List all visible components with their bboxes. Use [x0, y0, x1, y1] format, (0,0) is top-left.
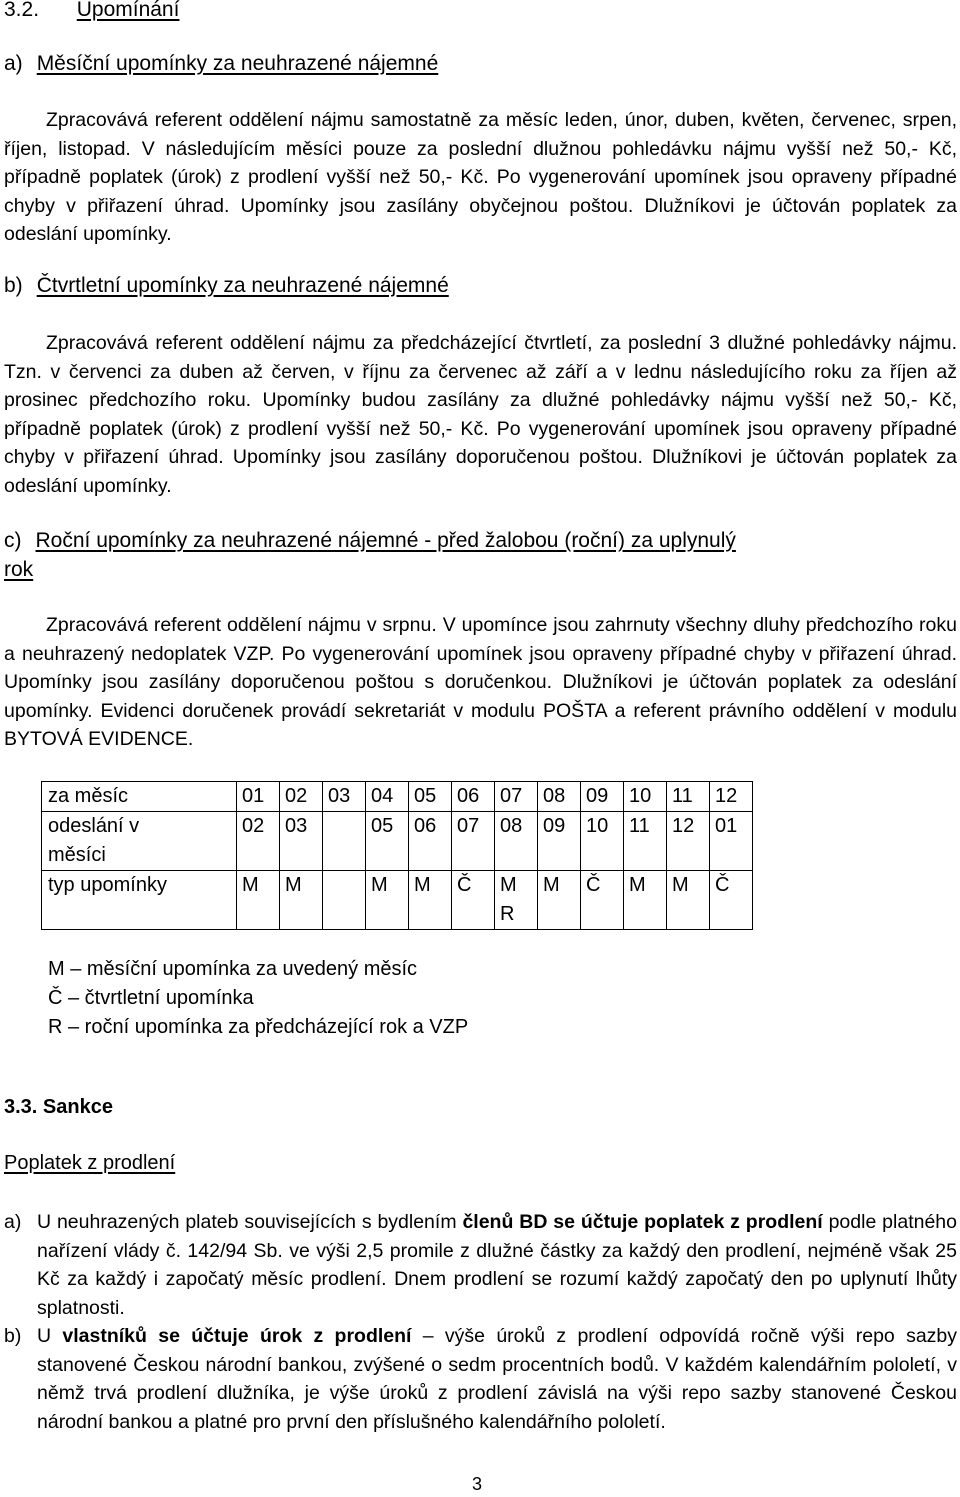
poplatek-heading-text: Poplatek z prodlení [4, 1152, 176, 1174]
row-label-line1 [48, 812, 232, 841]
subheading-c-title-line1: Roční upomínky za neuhrazené nájemné - před žalobou (roční) za uplynulý [35, 529, 736, 552]
table-cell: M [624, 871, 667, 930]
list-item-marker: b) [4, 1325, 22, 1347]
paragraph-c-text: Zpracovává referent oddělení nájmu v srpnu. V upomínce jsou zahrnuty všechny dluhy předchozího roku a neuhrazený nedoplatek VZP. Po vygenerování upomínek jsou opraveny případné chyby v přiřazení úhrad. Upomínky jsou zasílány doporučenou poštou s doručenkou. Dlužníkovi je účtován poplatek za odeslání upomínky. Evidenci doručenek provádí sekretariát v modulu POŠTA a referent právního oddělení v modulu BYTOVÁ EVIDENCE. [4, 614, 957, 750]
table-cell-line1: M [500, 874, 517, 896]
paragraph-b-text: Zpracovává referent oddělení nájmu za předcházející čtvrtletí, za poslední 3 dlužné pohledávky nájmu. Tzn. v červenci za duben až červen, v říjnu za červenec až září a v lednu následujícího roku za říjen až prosinec předchozího roku. Upomínky budou zasílány za dlužné pohledávky nájmu vyšší než 50,- Kč, případně poplatek (úrok) z prodlení vyšší než 50,- Kč. Po vygenerování upomínek jsou opraveny případné chyby v přiřazení úhrad. Upomínky jsou zasílány doporučenou poštou. Dlužníkovi je účtován poplatek za odeslání upomínky. [4, 332, 957, 497]
paragraph-c [4, 611, 957, 754]
table-cell: M [280, 871, 323, 930]
subheading-a [4, 52, 438, 76]
list-item-bold: vlastníků se účtuje úrok z prodlení [62, 1325, 412, 1347]
paragraph-a-text: Zpracovává referent oddělení nájmu samostatně za měsíc leden, únor, duben, květen, červenec, srpen, říjen, listopad. V následujícím měsíci pouze za poslední dlužnou pohledávku nájmu vyšší než 50,- Kč, případně poplatek (úrok) z prodlení vyšší než 50,- Kč. Po vygenerování upomínek jsou opraveny případné chyby v přiřazení úhrad. Upomínky jsou zasílány obyčejnou poštou. Dlužníkovi je účtován poplatek za odeslání upomínky. [4, 109, 957, 245]
list-item-marker: a) [4, 1211, 22, 1233]
section-title: Sankce [42, 1096, 113, 1118]
table-cell: 03 [280, 812, 323, 871]
section-heading-upominani [4, 0, 179, 22]
table-cell: Č [581, 871, 624, 930]
table-cell: 01 [710, 812, 753, 871]
paragraph-b [4, 329, 957, 500]
list-item-text: U [37, 1325, 63, 1347]
table-cell: M [237, 871, 280, 930]
list-item [4, 1208, 957, 1322]
table-cell: 05 [409, 782, 452, 812]
subheading-b [4, 274, 449, 298]
list-item-text: U neuhrazených plateb souvisejících s bydlením [37, 1211, 463, 1233]
list-item-bold: členů BD se účtuje poplatek z prodlení [462, 1211, 823, 1233]
list-item [4, 1322, 957, 1436]
section-heading-sankce [4, 1096, 113, 1119]
table-cell: M [538, 871, 581, 930]
table-cell: 08 [495, 812, 538, 871]
table-cell: 11 [667, 782, 710, 812]
table-cell: 08 [538, 782, 581, 812]
subheading-c [4, 526, 954, 584]
table-row [42, 871, 753, 930]
section-number: 3.2. [4, 0, 40, 21]
months-table [41, 781, 753, 930]
table-cell: 02 [280, 782, 323, 812]
row-label [42, 812, 237, 871]
subheading-c-title-line2: rok [4, 558, 34, 581]
table-cell: 03 [323, 782, 366, 812]
table-cell: 06 [452, 782, 495, 812]
legend-item-m: M – měsíční upomínka za uvedený měsíc [48, 958, 418, 980]
table-cell: M [366, 871, 409, 930]
table-cell: 01 [237, 782, 280, 812]
table-cell: 09 [538, 812, 581, 871]
table-row [42, 812, 753, 871]
table-cell: 07 [452, 812, 495, 871]
table-cell [323, 812, 366, 871]
table-cell [495, 871, 538, 930]
table-cell: 10 [624, 782, 667, 812]
paragraph-a [4, 106, 957, 249]
table-cell: 07 [495, 782, 538, 812]
table-cell: 06 [409, 812, 452, 871]
table-cell: M [667, 871, 710, 930]
row-label-text: odeslání v [48, 815, 140, 837]
table-cell: 12 [667, 812, 710, 871]
list-item-text: – výše úroků z prodlení odpovídá ročně výši repo sazby stanovené Českou národní bankou, zvýšené o sedm procentních bodů. V každém kalendářním pololetí, v němž trvá prodlení dlužníka, je výše úroků z prodlení závislá na výši repo sazby stanovené Českou národní bankou a platné pro první den příslušného kalendářního pololetí. [37, 1325, 958, 1433]
table-row [42, 782, 753, 812]
subheading-a-marker: a) [4, 52, 23, 75]
table-cell: 09 [581, 782, 624, 812]
row-label-line2: měsíci [48, 844, 106, 866]
legend-item-c: Č – čtvrtletní upomínka [48, 987, 254, 1009]
table-cell: M [409, 871, 452, 930]
subheading-b-title: Čtvrtletní upomínky za neuhrazené nájemné [36, 274, 449, 297]
subheading-a-title: Měsíční upomínky za neuhrazené nájemné [36, 52, 439, 75]
row-label: za měsíc [42, 782, 237, 812]
table-cell: 10 [581, 812, 624, 871]
legend [48, 955, 468, 1042]
table-cell: 02 [237, 812, 280, 871]
section-number: 3.3. [4, 1096, 38, 1118]
table-cell: 04 [366, 782, 409, 812]
table-cell: Č [710, 871, 753, 930]
table-cell: 05 [366, 812, 409, 871]
table-cell: 11 [624, 812, 667, 871]
table-cell: Č [452, 871, 495, 930]
page-number: 3 [472, 1474, 483, 1494]
subheading-c-marker: c) [4, 529, 22, 552]
table-cell [323, 871, 366, 930]
section-title: Upomínání [76, 0, 180, 21]
list-item-text: podle platného nařízení vlády č. 142/94 Sb. ve výši 2,5 promile z dlužné částky za každý den prodlení, nejméně však 25 Kč za každý i započatý měsíc prodlení. Dnem prodlení se rozumí každý započatý den po uplynutí lhůty splatnosti. [37, 1211, 957, 1319]
table-cell: 12 [710, 782, 753, 812]
poplatek-heading [4, 1152, 175, 1175]
row-label: typ upomínky [42, 871, 237, 930]
subheading-b-marker: b) [4, 274, 23, 297]
table-cell-line2: R [500, 903, 515, 925]
legend-item-r: R – roční upomínka za předcházející rok a VZP [48, 1016, 469, 1038]
